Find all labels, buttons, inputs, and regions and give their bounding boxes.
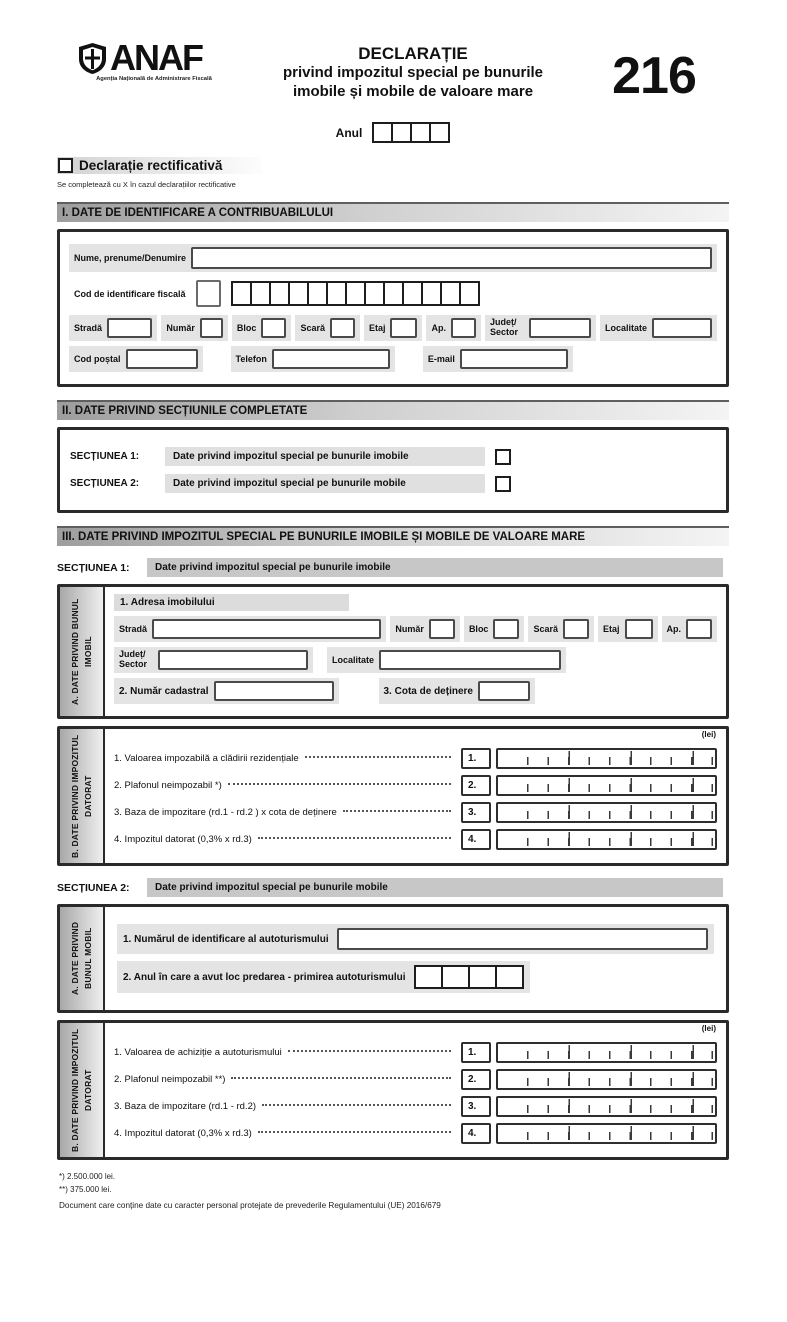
form-title-line3: imobile și mobile de valoare mare	[292, 82, 534, 100]
property-number-input[interactable]	[429, 619, 455, 639]
form-title	[247, 42, 579, 102]
email-input[interactable]	[460, 349, 568, 369]
amount-input[interactable]	[496, 1096, 717, 1117]
cif-digit-cell[interactable]	[326, 281, 347, 306]
year-digit-cell[interactable]	[410, 122, 431, 143]
property-stair-label: Scară	[533, 624, 558, 634]
property-county-label: Județ/ Sector	[119, 649, 148, 669]
cif-digit-cell[interactable]	[269, 281, 290, 306]
amount-input[interactable]	[496, 829, 717, 850]
anaf-logo	[57, 37, 247, 83]
year-cells	[372, 122, 450, 143]
sectiunea-1-label: SECȚIUNEA 1:	[70, 451, 140, 462]
floor-input[interactable]	[390, 318, 417, 338]
address-title: 1. Adresa imobilului	[114, 594, 349, 611]
cif-digit-cell[interactable]	[402, 281, 423, 306]
tax-row-label: 2. Plafonul neimpozabil **)	[114, 1074, 226, 1085]
section-1-header: I. DATE DE IDENTIFICARE A CONTRIBUABILULUI	[57, 202, 729, 222]
property-county-input[interactable]	[158, 650, 308, 670]
apartment-input[interactable]	[451, 318, 476, 338]
ownership-share-label: 3. Cota de deținere	[383, 685, 473, 697]
tax-row-label: 4. Impozitul datorat (0,3% x rd.3)	[114, 834, 252, 845]
cif-digit-cell[interactable]	[383, 281, 404, 306]
form-number: 216	[612, 47, 696, 105]
subsection-2-title-row	[57, 878, 729, 897]
stair-label: Scară	[300, 323, 325, 333]
sectiunea-2-text: Date privind impozitul special pe bunurile mobile	[165, 474, 485, 493]
amount-input[interactable]	[496, 775, 717, 796]
property-apartment-field-group	[662, 616, 718, 642]
property-floor-input[interactable]	[625, 619, 653, 639]
rectificative-checkbox[interactable]	[58, 158, 73, 173]
tax-row-label: 4. Impozitul datorat (0,3% x rd.3)	[114, 1128, 252, 1139]
dotted-leader	[288, 1050, 451, 1052]
tax-row-label: 3. Baza de impozitare (rd.1 - rd.2 ) x cota de deținere	[114, 807, 337, 818]
form-title-line1: DECLARAȚIE	[358, 44, 468, 63]
property-number-label: Număr	[395, 624, 424, 634]
property-street-input[interactable]	[152, 619, 381, 639]
property-block-input[interactable]	[493, 619, 519, 639]
name-label: Nume, prenume/Denumire	[74, 253, 187, 263]
row-number-cell: 4.	[461, 829, 491, 850]
year-digit-cell[interactable]	[429, 122, 450, 143]
property-locality-input[interactable]	[379, 650, 561, 670]
tax-row	[114, 1042, 717, 1063]
rectificative-note: Se completează cu X în cazul declarațiilor rectificative	[57, 180, 236, 189]
cif-digit-cell[interactable]	[307, 281, 328, 306]
immovable-property-block	[57, 584, 729, 719]
tax-row	[114, 1069, 717, 1090]
property-stair-field-group	[528, 616, 594, 642]
vehicle-id-input[interactable]	[337, 928, 708, 950]
subsection-2-label: SECȚIUNEA 2:	[57, 881, 130, 894]
vehicle-id-label: 1. Numărul de identificare al autoturismului	[123, 933, 329, 945]
vehicle-id-field-group	[117, 924, 714, 954]
tax-row	[114, 829, 717, 850]
property-block-label: Bloc	[468, 624, 489, 634]
year-digit-cell[interactable]	[372, 122, 393, 143]
section-2-header: II. DATE PRIVIND SECȚIUNILE COMPLETATE	[57, 400, 729, 420]
property-locality-field-group	[327, 647, 566, 673]
ownership-share-field-group	[379, 678, 535, 704]
number-label: Număr	[166, 323, 195, 333]
cadastral-number-label: 2. Număr cadastral	[119, 685, 209, 697]
apartment-field-group	[426, 315, 481, 341]
row-number-cell: 3.	[461, 1096, 491, 1117]
sectiunea-1-checkbox[interactable]	[495, 449, 511, 465]
cif-digit-cell[interactable]	[345, 281, 366, 306]
row-number-cell: 4.	[461, 1123, 491, 1144]
sectiunea-2-label: SECȚIUNEA 2:	[70, 478, 140, 489]
year-row	[57, 122, 729, 143]
footer-note-2: **) 375.000 lei.	[59, 1185, 112, 1194]
cif-digit-cell[interactable]	[421, 281, 442, 306]
cadastral-number-input[interactable]	[214, 681, 334, 701]
year-digit-cell[interactable]	[391, 122, 412, 143]
footer-notes	[57, 1172, 729, 1210]
immovable-tax-due-block	[57, 726, 729, 866]
county-input[interactable]	[529, 318, 591, 338]
dotted-leader	[228, 783, 451, 785]
street-input[interactable]	[107, 318, 152, 338]
dotted-leader	[305, 756, 451, 758]
row-number-cell: 2.	[461, 775, 491, 796]
subsection-1-title-row	[57, 558, 729, 577]
block-b1-side-strip	[60, 729, 105, 863]
property-stair-input[interactable]	[563, 619, 589, 639]
tax-row	[114, 1123, 717, 1144]
block-b2-side-strip	[60, 1023, 105, 1157]
lei-unit-label: (lei)	[701, 1024, 716, 1033]
handover-year-digit-cell[interactable]	[414, 965, 443, 989]
dotted-leader	[231, 1077, 451, 1079]
tax-row	[114, 802, 717, 823]
row-number-cell: 1.	[461, 1042, 491, 1063]
name-input[interactable]	[191, 247, 712, 269]
movable-tax-due-block	[57, 1020, 729, 1160]
property-county-field-group	[114, 647, 313, 673]
sectiunea-2-checkbox[interactable]	[495, 476, 511, 492]
cif-field-group	[69, 277, 485, 310]
property-block-field-group	[464, 616, 525, 642]
email-field-group	[423, 346, 573, 372]
cif-digit-cell[interactable]	[364, 281, 385, 306]
email-label: E-mail	[427, 354, 455, 364]
anaf-logo-text: ANAF	[110, 37, 202, 78]
handover-year-label: 2. Anul în care a avut loc predarea - primirea autoturismului	[123, 971, 406, 983]
cif-digit-cell[interactable]	[288, 281, 309, 306]
sections-completed-box	[57, 427, 729, 513]
row-number-cell: 2.	[461, 1069, 491, 1090]
subsection-1-label: SECȚIUNEA 1:	[57, 561, 130, 574]
cif-digit-cell[interactable]	[250, 281, 271, 306]
block-a1-side-label: A. DATE PRIVIND BUNUL IMOBIL	[69, 598, 93, 705]
property-floor-label: Etaj	[602, 624, 620, 634]
amount-input[interactable]	[496, 1069, 717, 1090]
street-label: Stradă	[74, 323, 103, 333]
dotted-leader	[258, 837, 451, 839]
county-field-group	[485, 315, 596, 341]
apartment-label: Ap.	[431, 323, 446, 333]
cif-digit-cell[interactable]	[459, 281, 480, 306]
handover-year-digit-cell[interactable]	[468, 965, 497, 989]
locality-field-group	[600, 315, 717, 341]
postal-code-input[interactable]	[126, 349, 198, 369]
section-option-row-2	[70, 474, 716, 493]
rectificative-label: Declarație rectificativă	[79, 158, 223, 173]
movable-property-block	[57, 904, 729, 1013]
block-b2-side-label: B. DATE PRIVIND IMPOZITUL DATORAT	[69, 1028, 93, 1152]
anaf-shield-icon	[79, 43, 106, 74]
footer-note-1: *) 2.500.000 lei.	[59, 1172, 116, 1181]
block-field-group	[232, 315, 292, 341]
form-header	[57, 37, 729, 105]
section-3-header: III. DATE PRIVIND IMPOZITUL SPECIAL PE BUNURILE IMOBILE ȘI MOBILE DE VALOARE MARE	[57, 526, 729, 546]
rectificative-block	[57, 157, 729, 189]
tax-row-label: 3. Baza de impozitare (rd.1 - rd.2)	[114, 1101, 257, 1112]
block-input[interactable]	[261, 318, 286, 338]
cif-attribute-cell[interactable]	[196, 280, 221, 307]
property-apartment-label: Ap.	[666, 624, 681, 634]
dotted-leader	[258, 1131, 451, 1133]
dotted-leader	[343, 810, 451, 812]
locality-input[interactable]	[652, 318, 712, 338]
ownership-share-input[interactable]	[478, 681, 530, 701]
number-input[interactable]	[200, 318, 223, 338]
locality-label: Localitate	[604, 323, 647, 333]
tax-row-label: 1. Valoarea impozabilă a clădirii rezidențiale	[114, 753, 299, 764]
subsection-2-bar: Date privind impozitul special pe bunurile mobile	[147, 878, 723, 897]
cif-label: Cod de identificare fiscală	[74, 288, 186, 299]
block-a2-side-label: A. DATE PRIVIND BUNUL MOBIL	[69, 921, 93, 996]
identification-box	[57, 229, 729, 387]
year-label: Anul	[335, 125, 363, 140]
name-field-group	[69, 244, 717, 272]
property-number-field-group	[390, 616, 460, 642]
tax-row	[114, 748, 717, 769]
street-field-group	[69, 315, 157, 341]
cif-digit-cell[interactable]	[231, 281, 252, 306]
tax-row-label: 1. Valoarea de achiziție a autoturismului	[114, 1047, 282, 1058]
tax-row	[114, 1096, 717, 1117]
number-field-group	[161, 315, 228, 341]
property-apartment-input[interactable]	[686, 619, 712, 639]
amount-input[interactable]	[496, 1123, 717, 1144]
county-label: Județ/ Sector	[489, 317, 518, 337]
handover-year-digit-cell[interactable]	[441, 965, 470, 989]
block-a2-side-strip	[60, 907, 105, 1010]
anaf-logo-subtitle: Agenția Națională de Administrare Fiscală	[96, 76, 212, 83]
cif-digit-cell[interactable]	[440, 281, 461, 306]
stair-field-group	[295, 315, 360, 341]
phone-input[interactable]	[272, 349, 390, 369]
cadastral-number-field-group	[114, 678, 339, 704]
property-locality-label: Localitate	[332, 655, 375, 665]
lei-unit-label: (lei)	[701, 730, 716, 739]
block-a1-side-strip	[60, 587, 105, 716]
form-title-line2: privind impozitul special pe bunurile	[282, 64, 544, 81]
amount-input[interactable]	[496, 748, 717, 769]
floor-field-group	[364, 315, 423, 341]
row-number-cell: 1.	[461, 748, 491, 769]
property-street-field-group	[114, 616, 386, 642]
subsection-1-bar: Date privind impozitul special pe bunurile imobile	[147, 558, 723, 577]
footer-note-3: Document care conține date cu caracter personal protejate de prevederile Regulamentului (UE) 2016/679	[59, 1201, 441, 1210]
handover-year-cells	[414, 965, 524, 989]
phone-label: Telefon	[235, 354, 267, 364]
block-b1-side-label: B. DATE PRIVIND IMPOZITUL DATORAT	[69, 734, 93, 858]
amount-input[interactable]	[496, 1042, 717, 1063]
postal-code-field-group	[69, 346, 203, 372]
block-label: Bloc	[236, 323, 257, 333]
postal-code-label: Cod poștal	[74, 354, 121, 364]
stair-input[interactable]	[330, 318, 355, 338]
floor-label: Etaj	[368, 323, 386, 333]
property-street-label: Stradă	[119, 624, 148, 634]
form-page	[57, 0, 729, 1210]
row-number-cell: 3.	[461, 802, 491, 823]
tax-row-label: 2. Plafonul neimpozabil *)	[114, 780, 222, 791]
sectiunea-1-text: Date privind impozitul special pe bunurile imobile	[165, 447, 485, 466]
handover-year-field-group	[117, 961, 530, 993]
tax-row	[114, 775, 717, 796]
phone-field-group	[231, 346, 395, 372]
section-option-row-1	[70, 447, 716, 466]
handover-year-digit-cell[interactable]	[495, 965, 524, 989]
amount-input[interactable]	[496, 802, 717, 823]
dotted-leader	[262, 1104, 451, 1106]
cif-digit-cells	[231, 281, 480, 306]
property-floor-field-group	[598, 616, 658, 642]
